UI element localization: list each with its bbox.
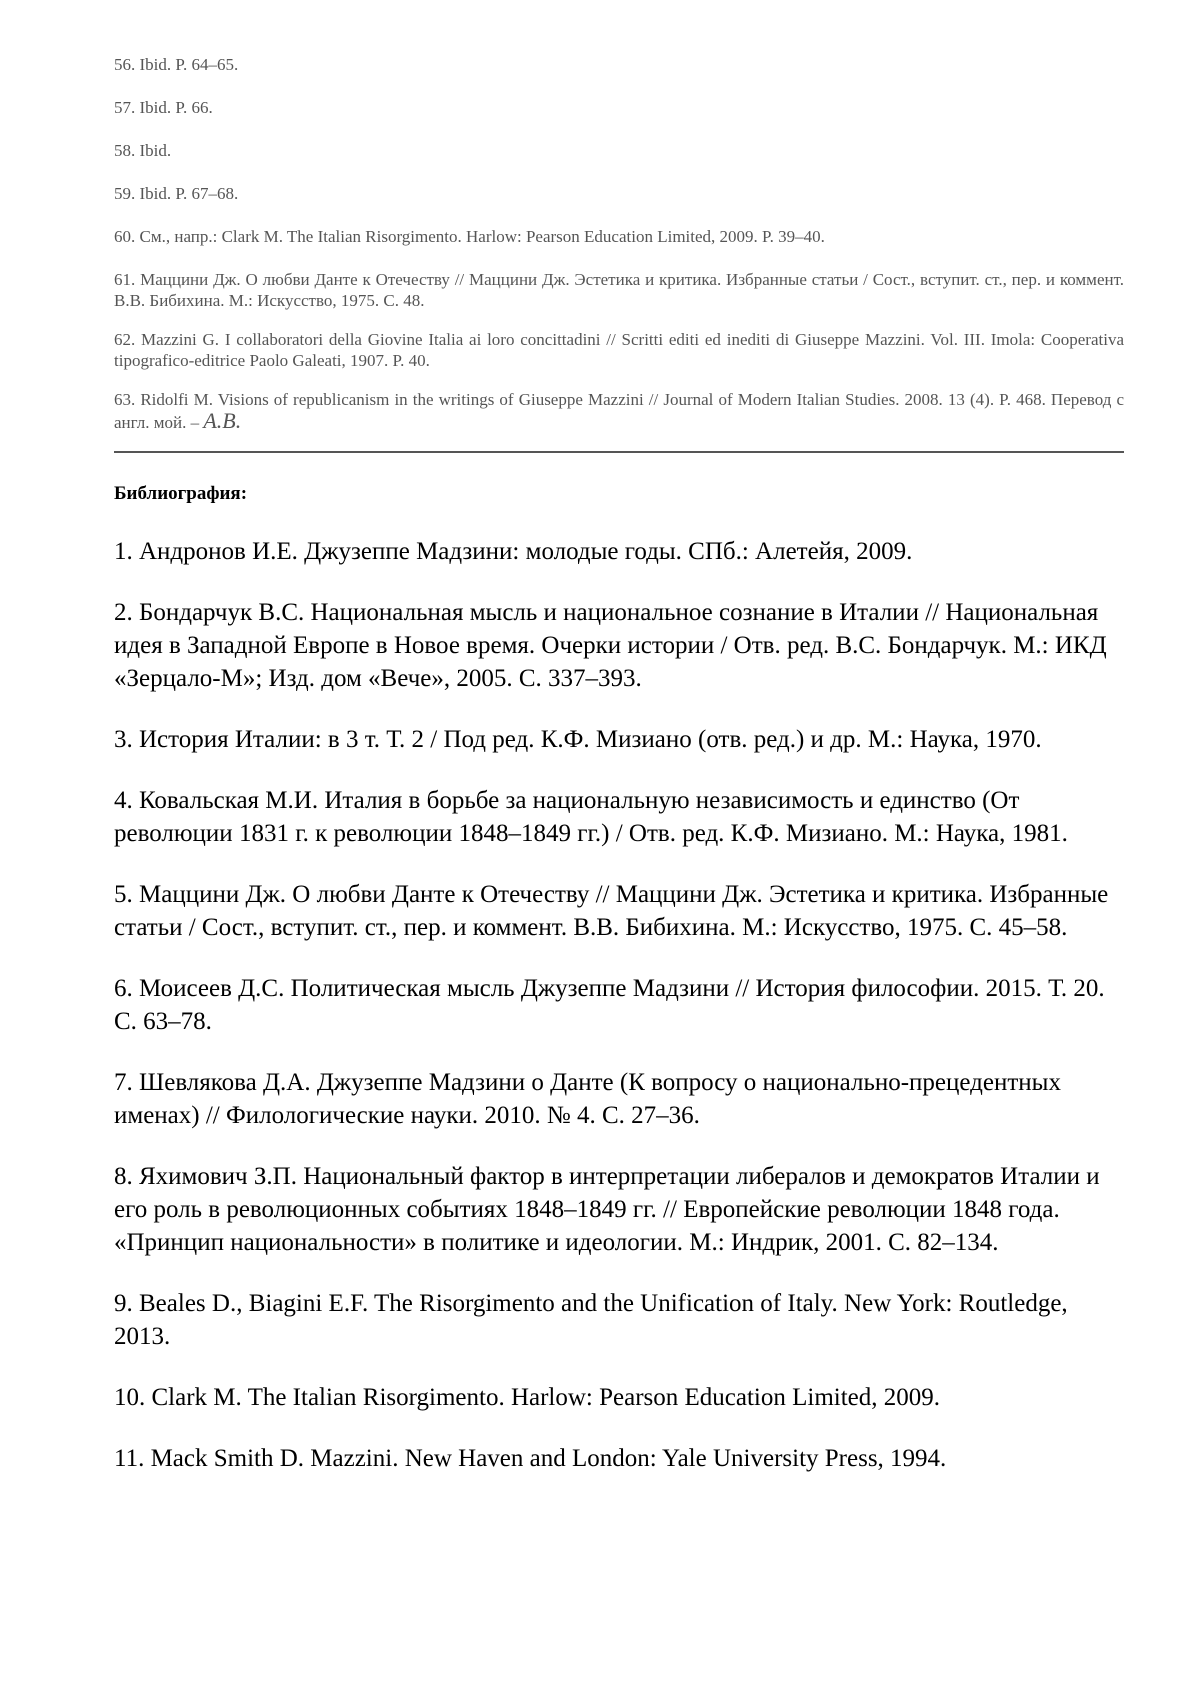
footnote-60: 60. См., напр.: Clark M. The Italian Risorgimento. Harlow: Pearson Education Limited, 2009. P. 39–40. [114,227,825,246]
bibliography-item: 11. Mack Smith D. Mazzini. New Haven and London: Yale University Press, 1994. [114,1445,947,1472]
footnote-63-text: 63. Ridolfi M. Visions of republicanism in the writings of Giuseppe Mazzini // Journal of Modern Italian Studies. 2008. 13 (4). P. 468. Перевод с англ. мой. – [114,390,1124,432]
footnote-62: 62. Mazzini G. I collaboratori della Giovine Italia ai loro concittadini // Scritti editi ed inediti di Giuseppe Mazzini. Vol. III. Imola: Cooperativa tipografico-editrice Paolo Galeati, 1907. P. 40. [114,330,1124,370]
bibliography-item: 10. Clark M. The Italian Risorgimento. Harlow: Pearson Education Limited, 2009. [114,1384,941,1411]
bibliography-item: 4. Ковальская М.И. Италия в борьбе за национальную независимость и единство (От революции 1831 г. к революции 1848–1849 гг.) / Отв. ред. К.Ф. Мизиано. М.: Наука, 1981. [114,787,1068,847]
footnote-57: 57. Ibid. P. 66. [114,98,213,117]
bibliography-item: 5. Маццини Дж. О любви Данте к Отечеству // Маццини Дж. Эстетика и критика. Избранные статьи / Сост., вступит. ст., пер. и коммент. В.В. Бибихина. М.: Искусство, 1975. С. 45–58. [114,881,1109,941]
bibliography-item: 3. История Италии: в 3 т. Т. 2 / Под ред. К.Ф. Мизиано (отв. ред.) и др. М.: Наука, 1970. [114,726,1042,753]
bibliography-item: 6. Моисеев Д.С. Политическая мысль Джузеппе Мадзини // История философии. 2015. Т. 20. С. 63–78. [114,975,1105,1035]
bibliography-item: 2. Бондарчук В.С. Национальная мысль и национальное сознание в Италии // Национальная идея в Западной Европе в Новое время. Очерки истории / Отв. ред. В.С. Бондарчук. М.: ИКД «Зерцало-М»; Изд. дом «Вече», 2005. С. 337–393. [114,599,1107,692]
footnote-63 [114,389,1124,433]
document-page [114,54,1124,1503]
bibliography-item: 1. Андронов И.Е. Джузеппе Мадзини: молодые годы. СПб.: Алетейя, 2009. [114,538,913,565]
footnotes [114,54,1124,433]
bibliography-heading: Библиография: [114,483,248,504]
footnote-56: 56. Ibid. P. 64–65. [114,55,239,74]
footnote-59: 59. Ibid. P. 67–68. [114,184,239,203]
footnote-58: 58. Ibid. [114,141,172,160]
footnote-divider [114,451,1124,453]
footnote-signature: А.В. [203,408,242,433]
bibliography-item: 7. Шевлякова Д.А. Джузеппе Мадзини о Данте (К вопросу о национально-прецедентных именах) // Филологические науки. 2010. № 4. С. 27–36. [114,1069,1061,1129]
bibliography-list [114,535,1124,1475]
bibliography-item: 9. Beales D., Biagini E.F. The Risorgimento and the Unification of Italy. New York: Routledge, 2013. [114,1290,1068,1350]
bibliography-item: 8. Яхимович З.П. Национальный фактор в интерпретации либералов и демократов Италии и его роль в революционных событиях 1848–1849 гг. // Европейские революции 1848 года. «Принцип национальности» в политике и идеологии. М.: Индрик, 2001. С. 82–134. [114,1163,1100,1256]
footnote-61: 61. Маццини Дж. О любви Данте к Отечеству // Маццини Дж. Эстетика и критика. Избранные статьи / Сост., вступит. ст., пер. и коммент. В.В. Бибихина. М.: Искусство, 1975. С. 48. [114,270,1124,310]
